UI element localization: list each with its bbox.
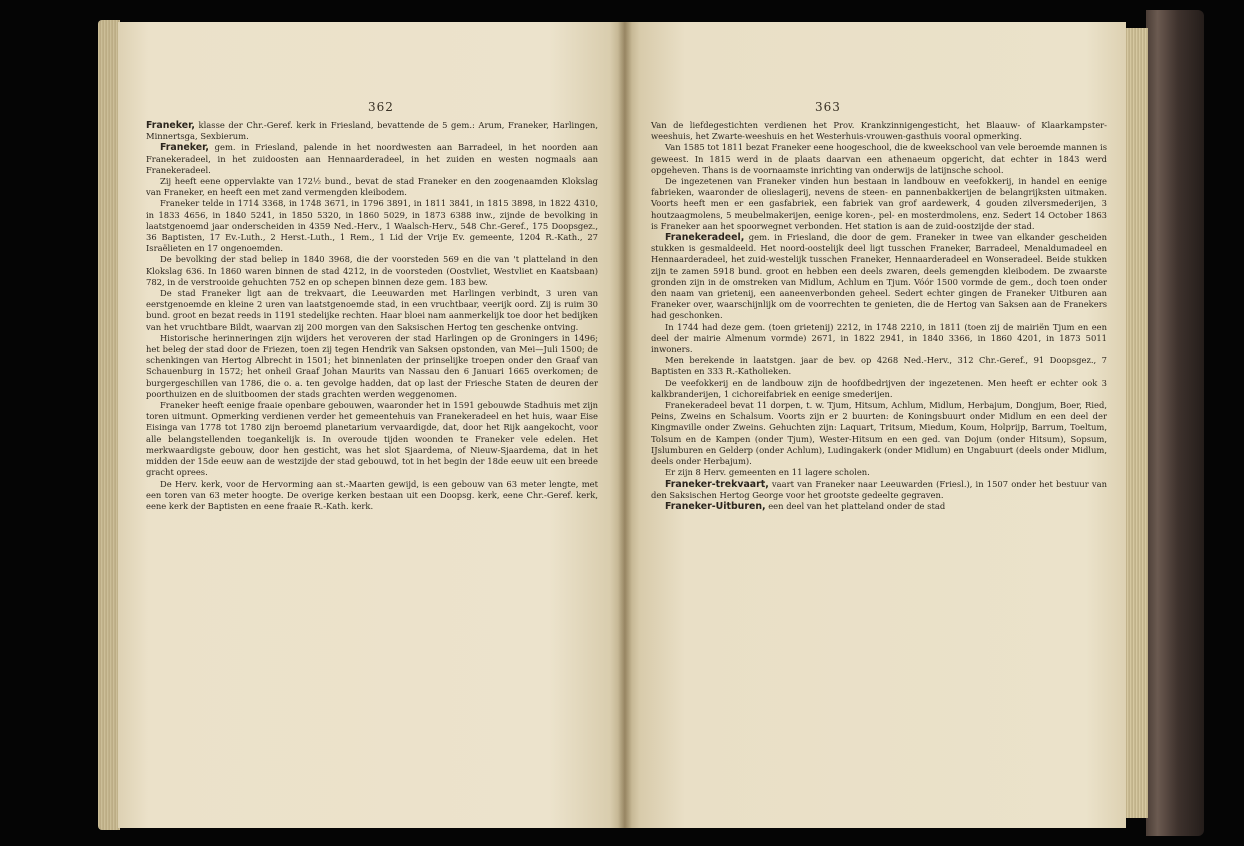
paragraph-text: Franeker heeft eenige fraaie openbare gebouwen, waaronder het in 1591 gebouwde Stadhuis met zijn toren uitmunt. Opmerking verdienen verder het gemeentehuis van Franekeradeel en het huis, waar Eise Eisinga van 1778 tot 1780 zijn beroemd planetarium vervaardigde, dat, door het Rijk aangekocht, voor alle belangstellenden toegankelijk is. In overoude tijden woonden te Franeker vele edelen. Het merkwaardigste gebouw, door hen gesticht, was het slot Sjaardema, of Nieuw-Sjaardema, dat in het midden der 15de eeuw aan de westzijde der stad gebouwd, tot in het begin der 18de eeuw uit een breede gracht oprees.: [146, 400, 598, 478]
paragraph: [651, 176, 1107, 232]
paragraph-text: De bevolking der stad beliep in 1840 3968, die der voorsteden 569 en die van 't platteland in den Klokslag 636. In 1860 waren binnen de stad 4212, in de voorsteden (Oostvliet, Westvliet en Kaatsbaan) 782, in de verstrooide gehuchten 752 en op schepen binnen deze gem. 183 bew.: [146, 254, 598, 287]
headword: Franeker-Uitburen,: [665, 500, 766, 512]
book-gutter: [618, 22, 632, 828]
paragraph: [651, 322, 1107, 356]
paragraph: [146, 254, 598, 288]
page-edges-left: [98, 20, 120, 830]
page-edges-right: [1124, 28, 1148, 818]
headword: Franeker-trekvaart,: [665, 478, 769, 490]
paragraph-text: klasse der Chr.-Geref. kerk in Friesland, bevattende de 5 gem.: Arum, Franeker, Harlingen, Minnertsga, Sexbierum.: [146, 120, 598, 142]
paragraph-text: Franekeradeel bevat 11 dorpen, t. w. Tjum, Hitsum, Achlum, Midlum, Herbajum, Dongjum, Boer, Ried, Peins, Zweins en Schalsum. Voorts zijn er 2 buurten: de Koningsbuurt onder Midlum en een deel der Kingmaville onder Zweins. Gehuchten zijn: Laquart, Tritsum, Miedum, Koum, Holprijp, Barrum, Toeltum, Tolsum en de Kampen (onder Tjum), Wester-Hitsum en een ged. van Dojum (onder Hitsum), Sopsum, IJslumburen en Gelderp (onder Achlum), Ludingakerk (onder Midlum) en Ungabuurt (deels onder Midlum, deels onder Herbajum).: [651, 400, 1107, 467]
left-page: [118, 22, 625, 828]
paragraph-text: een deel van het platteland onder de stad: [765, 500, 946, 511]
paragraph-text: De veefokkerij en de landbouw zijn de hoofdbedrijven der ingezetenen. Men heeft er echter ook 3 kalkbranderijen, 1 cichoreifabriek en eenige smederijen.: [651, 377, 1107, 399]
paragraph-text: Franeker telde in 1714 3368, in 1748 3671, in 1796 3891, in 1811 3841, in 1815 3898, in 1822 4310, in 1833 4656, in 1840 5241, in 1850 5320, in 1860 5029, in 1873 6388 inw., zijnde de bevolking in laatstgenoemd jaar onderscheiden in 4359 Ned.-Herv., 1 Waalsch-Herv., 548 Chr.-Geref., 175 Doopsgez., 36 Baptisten, 17 Ev.-Luth., 2 Herst.-Luth., 1 Rem., 1 Lid der Vrije Ev. gemeente, 1204 R.-Kath., 27 Israëlieten en 17 ongenoemden.: [146, 198, 598, 254]
paragraph: [146, 333, 598, 400]
headword: Franeker,: [146, 120, 195, 131]
paragraph: [651, 467, 1107, 478]
page-number: 363: [815, 100, 841, 114]
paragraph-text: vaart van Franeker naar Leeuwarden (Friesl.), in 1507 onder het bestuur van den Saksischen Hertog George voor het grootste gedeelte gegraven.: [651, 478, 1107, 500]
paragraph: [651, 142, 1107, 176]
paragraph-text: In 1744 had deze gem. (toen grietenij) 2212, in 1748 2210, in 1811 (toen zij de mairiën Tjum en een deel der mairie Almenum vormde) 2671, in 1822 2941, in 1840 3366, in 1860 4201, in 1873 5011 inwoners.: [651, 321, 1107, 355]
paragraph: [146, 142, 598, 176]
book-cover-right: [1146, 10, 1204, 836]
paragraph-text: De Herv. kerk, voor de Hervorming aan st.-Maarten gewijd, is een gebouw van 63 meter lengte, met een toren van 63 meter hoogte. De overige kerken bestaan uit een Doopsg. kerk, eene Chr.-Geref. kerk, eene kerk der Baptisten en eene fraaie R.-Kath. kerk.: [146, 478, 598, 511]
text-column: [651, 120, 1107, 512]
paragraph: [146, 120, 598, 142]
paragraph-text: Men berekende in laatstgen. jaar de bev. op 4268 Ned.-Herv., 312 Chr.-Geref., 91 Doopsgez., 7 Baptisten en 333 R.-Katholieken.: [651, 355, 1107, 377]
paragraph: [651, 479, 1107, 501]
headword: Franeker,: [160, 142, 209, 154]
paragraph-text: De ingezetenen van Franeker vinden hun bestaan in landbouw en veefokkerij, in handel en eenige fabrieken, waaronder de olieslagerij, nevens de steen- en pannenbakkerijen de belangrijksten uitmaken. Voorts heeft men er een gasfabriek, een fabriek van grof aardewerk, 4 gouden zilversmederijen, 3 houtzaagmolens, 5 meubelmakerijen, eenige koren-, pel- en mosterdmolens, enz. Sedert 14 October 1863 is Franeker aan het spoorwegnet verbonden. Het station is aan de zuid-oostzijde der stad.: [651, 176, 1107, 231]
paragraph-text: Zij heeft eene oppervlakte van 172½ bund., bevat de stad Franeker en den zoogenaamden Klokslag van Franeker, en heeft een met zand vermengden kleibodem.: [146, 176, 598, 198]
paragraph: [146, 400, 598, 478]
text-column: [146, 120, 598, 512]
paragraph-text: Van de liefdegestichten verdienen het Prov. Krankzinnigengesticht, het Blaauw- of Klaarkampster-weeshuis, het Zwarte-weeshuis en het Westerhuis-vrouwen-gasthuis vooral opmerking.: [651, 120, 1107, 142]
paragraph-text: Historische herinneringen zijn wijders het veroveren der stad Harlingen op de Groningers in 1496; het beleg der stad door de Friezen, toen zij tegen Hendrik van Saksen opstonden, van Mei—Juli 1500; de schenkingen van Hertog Albrecht in 1501; het binnenlaten der prinselijke troepen onder den Graaf van Schauenburg in 1572; het onheil Graaf Johan Maurits van Nassau den 6 Januari 1665 overkomen; de burgergeschillen van 1786, die o. a. ten gevolge hadden, dat op last der Friesche Staten de deuren der poorthuizen en de sluitboomen der stads grachten werden weggenomen.: [146, 332, 598, 399]
paragraph-text: Van 1585 tot 1811 bezat Franeker eene hoogeschool, die de kweekschool van vele beroemde mannen is geweest. In 1815 werd in de plaats daarvan een athenaeum opgericht, dat echter in 1843 werd opgeheven. Thans is de voornaamste inrichting van onderwijs de latijnsche school.: [651, 142, 1107, 175]
paragraph: [651, 355, 1107, 377]
paragraph-text: gem. in Friesland, palende in het noordwesten aan Barradeel, in het noorden aan Franekeradeel, in het zuidoosten aan Hennaarderadeel, in het zuiden en westen nogmaals aan Franekeradeel.: [146, 142, 598, 175]
paragraph-text: De stad Franeker ligt aan de trekvaart, die Leeuwarden met Harlingen verbindt, 3 uren van eerstgenoemde en kleine 2 uren van laatstgenoemde stad, in een vruchtbaar, veerijk oord. Zij is ruim 30 bund. groot en bezat reeds in 1191 stedelijke rechten. Haar bloei nam aanmerkelijk toe door het bedijken van het vruchtbare Bildt, waarvan zij 200 morgen van den Saksischen Hertog ten geschenke ontving.: [146, 288, 598, 332]
paragraph: [651, 400, 1107, 467]
paragraph: [651, 501, 1107, 512]
paragraph: [651, 232, 1107, 322]
paragraph-text: Er zijn 8 Herv. gemeenten en 11 lagere scholen.: [665, 467, 870, 478]
right-page: [625, 22, 1126, 828]
paragraph: [651, 120, 1107, 142]
paragraph-text: gem. in Friesland, die door de gem. Franeker in twee van elkander gescheiden stukken is gesmaldeeld. Het noord-oostelijk deel ligt tusschen Franeker, Barradeel, Menaldumadeel en Hennaarderadeel, het zuid-westelijk tusschen Franeker, Hennaarderadeel en Wonseradeel. Beide stukken zijn te zamen 5918 bund. groot en hebben een deels zwaren, deels gemengden kleibodem. De zwaarste gronden zijn in de omstreken van Midlum, Achlum en Tjum. Vóór 1500 vormde de gem., doch toen onder den naam van grietenij, een aaneenverbonden geheel. Sedert echter gingen de Franeker Uitburen aan Franeker over, waarschijnlijk om de voorrechten te genieten, die de Hertog van Saksen aan de Franekers had geschonken.: [651, 232, 1107, 321]
paragraph: [146, 479, 598, 513]
headword: Franekeradeel,: [665, 232, 745, 244]
page-number: 362: [368, 100, 394, 114]
paragraph: [146, 288, 598, 333]
paragraph: [146, 176, 598, 198]
paragraph: [146, 198, 598, 254]
paragraph: [651, 378, 1107, 400]
